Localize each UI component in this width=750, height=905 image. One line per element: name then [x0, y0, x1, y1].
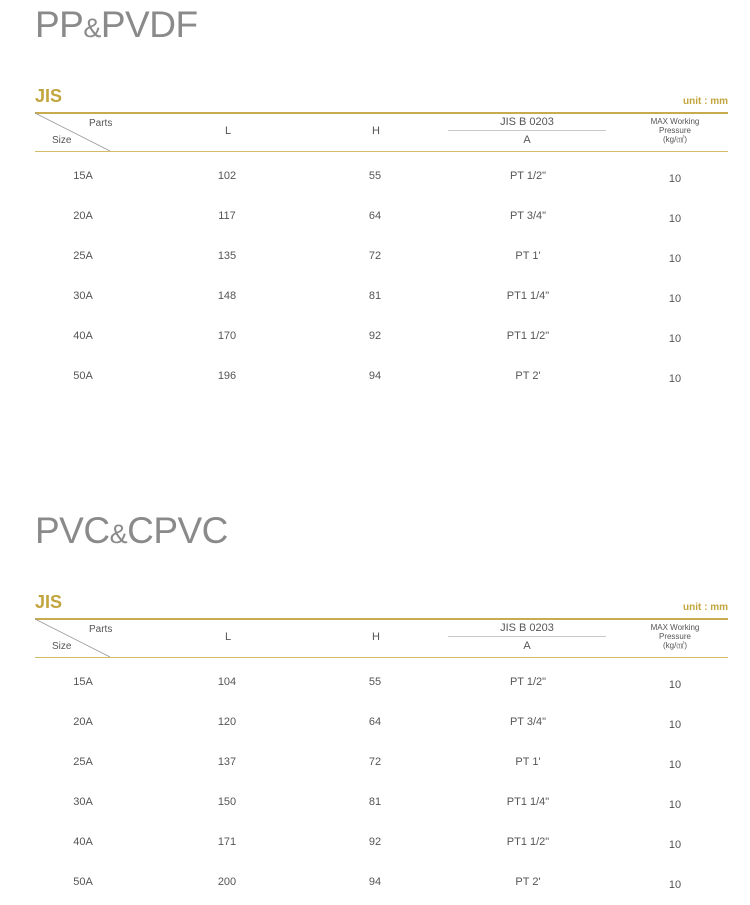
cell-pressure: 10 [668, 839, 682, 851]
table-row [0, 716, 750, 736]
cell-a: PT 2' [515, 370, 541, 382]
cell-a: PT 1' [515, 756, 541, 768]
header-sub-rule [448, 636, 606, 637]
cell-h: 55 [368, 676, 382, 688]
table-row [0, 876, 750, 896]
cell-l: 102 [217, 170, 237, 182]
cell-size: 40A [73, 330, 93, 342]
cell-pressure: 10 [668, 879, 682, 891]
cell-a: PT1 1/2" [506, 836, 550, 848]
header-parts: Parts [89, 118, 113, 129]
cell-pressure: 10 [668, 173, 682, 185]
cell-l: 104 [217, 676, 237, 688]
cell-size: 20A [73, 210, 93, 222]
cell-size: 15A [73, 170, 93, 182]
header-size: Size [52, 641, 72, 652]
header-l: L [225, 125, 232, 137]
header-max-pressure: MAX Working Pressure (kg/㎠) [650, 623, 700, 650]
cell-l: 120 [217, 716, 237, 728]
standard-label: JIS [35, 86, 63, 106]
cell-size: 20A [73, 716, 93, 728]
header-sub-rule [448, 130, 606, 131]
table-row [0, 210, 750, 230]
header-size: Size [52, 135, 72, 146]
cell-l: 150 [217, 796, 237, 808]
cell-pressure: 10 [668, 799, 682, 811]
header-h: H [372, 125, 380, 137]
cell-size: 25A [73, 756, 93, 768]
cell-pressure: 10 [668, 293, 682, 305]
cell-l: 137 [217, 756, 237, 768]
cell-l: 148 [217, 290, 237, 302]
cell-h: 81 [368, 796, 382, 808]
header-h: H [372, 631, 380, 643]
cell-size: 30A [73, 796, 93, 808]
table-row [0, 836, 750, 856]
header-l: L [225, 631, 232, 643]
cell-l: 117 [218, 210, 236, 222]
cell-l: 200 [217, 876, 237, 888]
cell-h: 94 [368, 370, 382, 382]
cell-pressure: 10 [668, 213, 682, 225]
cell-size: 30A [73, 290, 93, 302]
cell-h: 92 [368, 330, 382, 342]
header-max-pressure: MAX Working Pressure (kg/㎠) [650, 117, 700, 144]
cell-a: PT 2' [515, 876, 541, 888]
cell-a: PT 3/4" [509, 716, 547, 728]
cell-a: PT 3/4" [509, 210, 547, 222]
cell-size: 15A [73, 676, 93, 688]
cell-l: 171 [217, 836, 237, 848]
cell-h: 64 [368, 210, 382, 222]
header-parts: Parts [89, 624, 113, 635]
cell-h: 72 [368, 250, 382, 262]
cell-h: 55 [368, 170, 382, 182]
table-row [0, 796, 750, 816]
unit-label: unit : mm [683, 96, 728, 107]
cell-l: 135 [217, 250, 237, 262]
cell-h: 94 [368, 876, 382, 888]
table-top-rule [35, 618, 728, 620]
table-row [0, 170, 750, 190]
table-header-rule [35, 151, 728, 152]
header-jis-standard: JIS B 0203 [500, 116, 554, 128]
section-title: PVC&CPVC [35, 510, 228, 551]
cell-pressure: 10 [668, 679, 682, 691]
cell-pressure: 10 [668, 373, 682, 385]
cell-h: 72 [368, 756, 382, 768]
cell-pressure: 10 [668, 759, 682, 771]
cell-pressure: 10 [668, 719, 682, 731]
cell-a: PT1 1/4" [506, 290, 550, 302]
table-row [0, 756, 750, 776]
cell-l: 196 [217, 370, 237, 382]
cell-h: 92 [368, 836, 382, 848]
cell-l: 170 [217, 330, 237, 342]
cell-size: 50A [73, 370, 93, 382]
table-row [0, 290, 750, 310]
cell-h: 64 [368, 716, 382, 728]
header-a: A [523, 134, 531, 146]
unit-label: unit : mm [683, 602, 728, 613]
cell-size: 50A [73, 876, 93, 888]
cell-pressure: 10 [668, 253, 682, 265]
cell-size: 40A [73, 836, 93, 848]
cell-h: 81 [368, 290, 382, 302]
cell-a: PT1 1/4" [506, 796, 550, 808]
cell-size: 25A [73, 250, 93, 262]
standard-label: JIS [35, 592, 63, 612]
table-row [0, 330, 750, 350]
cell-a: PT 1/2" [509, 170, 547, 182]
section-title: PP&PVDF [35, 4, 198, 45]
header-jis-standard: JIS B 0203 [500, 622, 554, 634]
table-row [0, 676, 750, 696]
cell-a: PT 1/2" [509, 676, 547, 688]
table-row [0, 370, 750, 390]
header-a: A [523, 640, 531, 652]
cell-a: PT 1' [515, 250, 541, 262]
cell-pressure: 10 [668, 333, 682, 345]
table-row [0, 250, 750, 270]
table-header-rule [35, 657, 728, 658]
table-top-rule [35, 112, 728, 114]
cell-a: PT1 1/2" [506, 330, 550, 342]
